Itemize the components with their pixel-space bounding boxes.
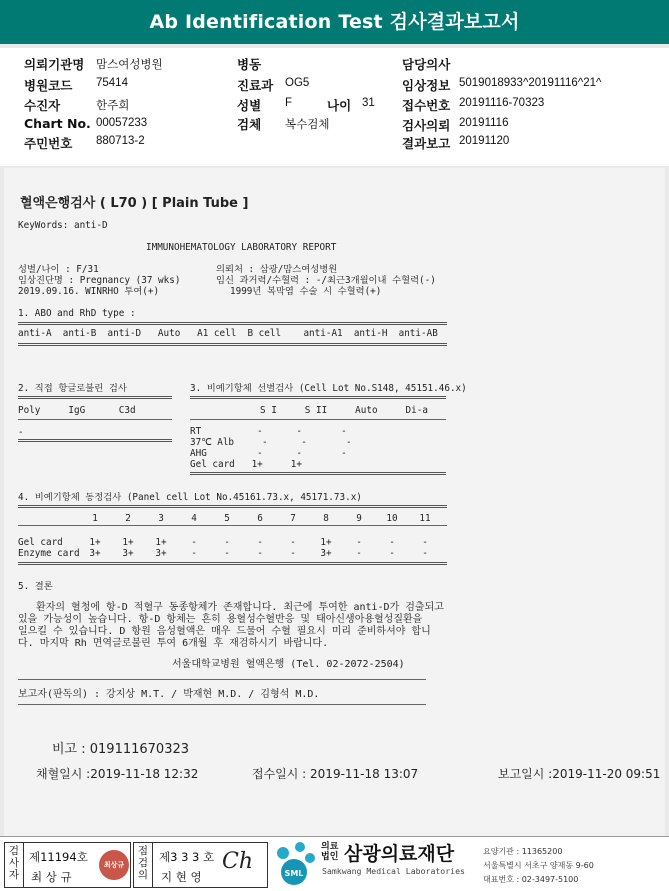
divider bbox=[18, 525, 447, 526]
value-chart-no: 00057233 bbox=[96, 117, 148, 129]
label-specimen: 검체 bbox=[237, 117, 262, 132]
org-prefix bbox=[321, 842, 338, 862]
conclusion-line: 일으킬 수 있습니다. D 항원 음성혈액은 매우 드물어 수혈 필요시 미리 준비하셔야 합니 bbox=[18, 626, 431, 637]
panel-result-cell: - bbox=[257, 537, 263, 548]
panel-result-cell: - bbox=[290, 537, 296, 548]
label-request-date: 검사의뢰 bbox=[402, 118, 451, 133]
handwritten-signature: Ch bbox=[222, 849, 254, 874]
divider bbox=[18, 322, 447, 325]
panel-result-cell: - bbox=[422, 537, 428, 548]
checker-name: 지 현 영 bbox=[161, 870, 202, 884]
info-sex-age: 성별/나이 : F/31 bbox=[18, 264, 99, 275]
tester-license: 제11194호 bbox=[29, 850, 88, 864]
divider bbox=[152, 843, 153, 887]
divider bbox=[190, 396, 446, 399]
conclusion-line: 다. 마지막 Rh 면역글로불린 투여 6개월 후 재검하시기 바랍니다. bbox=[18, 638, 329, 649]
info-requester: 의뢰처 : 삼광/맘스여성병원 bbox=[216, 264, 338, 275]
tester-name: 최 상 규 bbox=[31, 870, 72, 884]
divider bbox=[18, 679, 426, 680]
divider bbox=[18, 396, 172, 399]
screen-row-37c: 37℃ Alb - - - bbox=[190, 437, 352, 448]
info-history: 임신 과거력/수혈력 : -/최근3개월이내 수혈력(-) bbox=[216, 275, 436, 286]
hospital-contact: 서울대학교병원 혈액은행 (Tel. 02-2072-2504) bbox=[172, 659, 405, 670]
label-sex: 성별 bbox=[237, 98, 262, 113]
panel-cell-header: 9 bbox=[356, 513, 362, 524]
section-screen-title: 3. 비예기항체 선별검사 (Cell Lot No.S148, 45151.46.x) bbox=[190, 383, 467, 394]
patient-header bbox=[0, 48, 669, 166]
label-patient: 수진자 bbox=[24, 98, 61, 113]
receipt-datetime: 접수일시 : 2019-11-18 13:07 bbox=[252, 767, 419, 781]
section-panel-title: 4. 비예기항체 동정검사 (Panel cell Lot No.45161.73.x, 45171.73.x) bbox=[18, 492, 362, 503]
panel-result-cell: 1+ bbox=[155, 537, 167, 548]
label-hospital-code: 병원코드 bbox=[24, 78, 73, 93]
panel-result-cell: - bbox=[356, 537, 362, 548]
divider bbox=[18, 562, 447, 565]
panel-result-cell: - bbox=[422, 548, 428, 559]
label-report-date: 결과보고 bbox=[402, 136, 451, 151]
scanned-report bbox=[4, 168, 665, 836]
info-winrho: 2019.09.16. WINRHO 투여(+) bbox=[18, 286, 160, 297]
panel-result-cell: - bbox=[257, 548, 263, 559]
panel-cell-header: 7 bbox=[290, 513, 296, 524]
keywords: KeyWords: anti-D bbox=[18, 220, 108, 231]
logo-text: SML bbox=[284, 869, 304, 878]
panel-cell-header: 3 bbox=[158, 513, 164, 524]
panel-result-cell: 3+ bbox=[122, 548, 134, 559]
panel-cell-header: 8 bbox=[323, 513, 329, 524]
value-hospital-code: 75414 bbox=[96, 77, 128, 89]
label-doctor: 담당의사 bbox=[402, 57, 451, 72]
value-sex: F bbox=[285, 97, 293, 109]
panel-result-cell: 1+ bbox=[89, 537, 101, 548]
panel-result-cell: 3+ bbox=[155, 548, 167, 559]
panel-result-cell: 3+ bbox=[320, 548, 332, 559]
value-request-date: 20191116 bbox=[459, 117, 509, 129]
conclusion-line: 있을 가능성이 높습니다. 항-D 항체는 흔히 용혈성수혈반응 및 태아신생아용혈성질환을 bbox=[18, 614, 423, 625]
panel-cell-header: 11 bbox=[419, 513, 431, 524]
panel-cell-header: 1 bbox=[92, 513, 98, 524]
bigo-note: 비고 : 019111670323 bbox=[52, 742, 190, 757]
panel-result-cell: - bbox=[191, 537, 197, 548]
panel-result-cell: - bbox=[389, 537, 395, 548]
collection-datetime: 채혈일시 :2019-11-18 12:32 bbox=[36, 767, 199, 781]
panel-result-cell: 3+ bbox=[89, 548, 101, 559]
seal-stamp-icon: 최상규 bbox=[99, 850, 129, 880]
value-receipt-no: 20191116-70323 bbox=[459, 97, 545, 109]
label-chart-no: Chart No. bbox=[24, 116, 91, 131]
value-age: 31 bbox=[362, 97, 375, 109]
label-resident-no: 주민번호 bbox=[24, 136, 73, 151]
divider bbox=[18, 343, 447, 346]
section-dat-title: 2. 직접 항글로불린 검사 bbox=[18, 383, 127, 394]
section-dat-columns: Poly IgG C3d bbox=[18, 405, 136, 416]
value-clinical-info: 5019018933^20191116^21^ bbox=[459, 77, 602, 89]
label-receipt-no: 접수번호 bbox=[402, 98, 451, 113]
panel-cell-header: 6 bbox=[257, 513, 263, 524]
org-code: 요양기관 : 11365200 bbox=[483, 847, 563, 856]
org-phone: 대표번호 : 02-3497-5100 bbox=[483, 875, 579, 884]
panel-result-cell: - bbox=[224, 537, 230, 548]
report-banner: Ab Identification Test 검사결과보고서 bbox=[0, 0, 669, 44]
divider bbox=[18, 704, 426, 705]
panel-cell-header: 2 bbox=[125, 513, 131, 524]
screen-row-rt: RT - - - bbox=[190, 426, 347, 437]
report-title: 혈액은행검사 ( L70 ) [ Plain Tube ] bbox=[20, 196, 249, 211]
panel-result-cell: - bbox=[356, 548, 362, 559]
panel-cell-header: 10 bbox=[386, 513, 398, 524]
value-institution: 맘스여성병원 bbox=[96, 59, 163, 71]
tester-box bbox=[4, 842, 131, 888]
org-name-english: Samkwang Medical Laboratories bbox=[322, 866, 465, 876]
value-resident-no: 880713-2 bbox=[96, 135, 145, 147]
panel-cell-header: 5 bbox=[224, 513, 230, 524]
panel-result-cell: - bbox=[290, 548, 296, 559]
sml-logo-icon bbox=[270, 839, 320, 889]
value-patient: 한주희 bbox=[96, 100, 130, 112]
lab-title: IMMUNOHEMATOLOGY LABORATORY REPORT bbox=[146, 242, 337, 253]
divider bbox=[18, 419, 172, 420]
panel-result-cell: - bbox=[389, 548, 395, 559]
section-abo-title: 1. ABO and RhD type : bbox=[18, 308, 136, 319]
report-datetime: 보고일시 :2019-11-20 09:51 bbox=[498, 767, 661, 781]
divider bbox=[18, 505, 447, 508]
label-clinical-info: 임상정보 bbox=[402, 78, 451, 93]
info-diagnosis: 임상진단명 : Pregnancy (37 wks) bbox=[18, 275, 181, 286]
panel-result-cell: 1+ bbox=[122, 537, 134, 548]
value-specimen: 복수검체 bbox=[285, 119, 330, 131]
panel-result-cell: - bbox=[224, 548, 230, 559]
value-report-date: 20191120 bbox=[459, 135, 510, 147]
org-prefix-line1: 의료 bbox=[321, 842, 339, 852]
divider bbox=[23, 843, 24, 887]
divider bbox=[190, 472, 446, 475]
info-transfusion: 1999년 복막염 수술 시 수혈력(+) bbox=[230, 286, 382, 297]
org-contact bbox=[483, 845, 594, 887]
org-address: 서울특별시 서초구 양재동 9-60 bbox=[483, 861, 594, 870]
panel-result-cell: 1+ bbox=[320, 537, 332, 548]
tester-label: 검사자 bbox=[8, 845, 20, 881]
conclusion-line: 환자의 혈청에 항-D 적혈구 동종항체가 존재합니다. 최근에 투여한 anti-D가 검출되고 bbox=[18, 602, 444, 613]
section-conclusion-title: 5. 결론 bbox=[18, 581, 53, 592]
divider bbox=[190, 419, 446, 420]
label-department: 진료과 bbox=[237, 78, 274, 93]
divider bbox=[18, 439, 172, 442]
label-age: 나이 bbox=[327, 98, 352, 113]
panel-cell-header: 4 bbox=[191, 513, 197, 524]
checker-label: 점검의 bbox=[137, 845, 149, 881]
reporter-line: 보고자(판독의) : 강지상 M.T. / 박재현 M.D. / 김형석 M.D. bbox=[18, 689, 320, 700]
panel-result-cell: - bbox=[191, 548, 197, 559]
label-institution: 의뢰기관명 bbox=[24, 57, 85, 72]
org-prefix-line2: 법인 bbox=[321, 852, 339, 862]
section-dat-result: - bbox=[18, 427, 24, 438]
panel-row-gel-label: Gel card bbox=[18, 537, 63, 548]
checker-license: 제3 3 3 호 bbox=[159, 850, 215, 864]
screen-row-gel: Gel card 1+ 1+ bbox=[190, 459, 302, 470]
panel-row-enzyme-label: Enzyme card bbox=[18, 548, 80, 559]
value-department: OG5 bbox=[285, 77, 310, 89]
section-abo-columns: anti-A anti-B anti-D Auto A1 cell B cell anti-A1 anti-H anti-AB bbox=[18, 328, 438, 339]
label-ward: 병동 bbox=[237, 57, 262, 72]
org-name: 삼광의료재단 bbox=[344, 843, 455, 865]
section-screen-columns: S I S II Auto Di-a bbox=[260, 405, 428, 416]
checker-box bbox=[133, 842, 268, 888]
screen-row-ahg: AHG - - - bbox=[190, 448, 347, 459]
